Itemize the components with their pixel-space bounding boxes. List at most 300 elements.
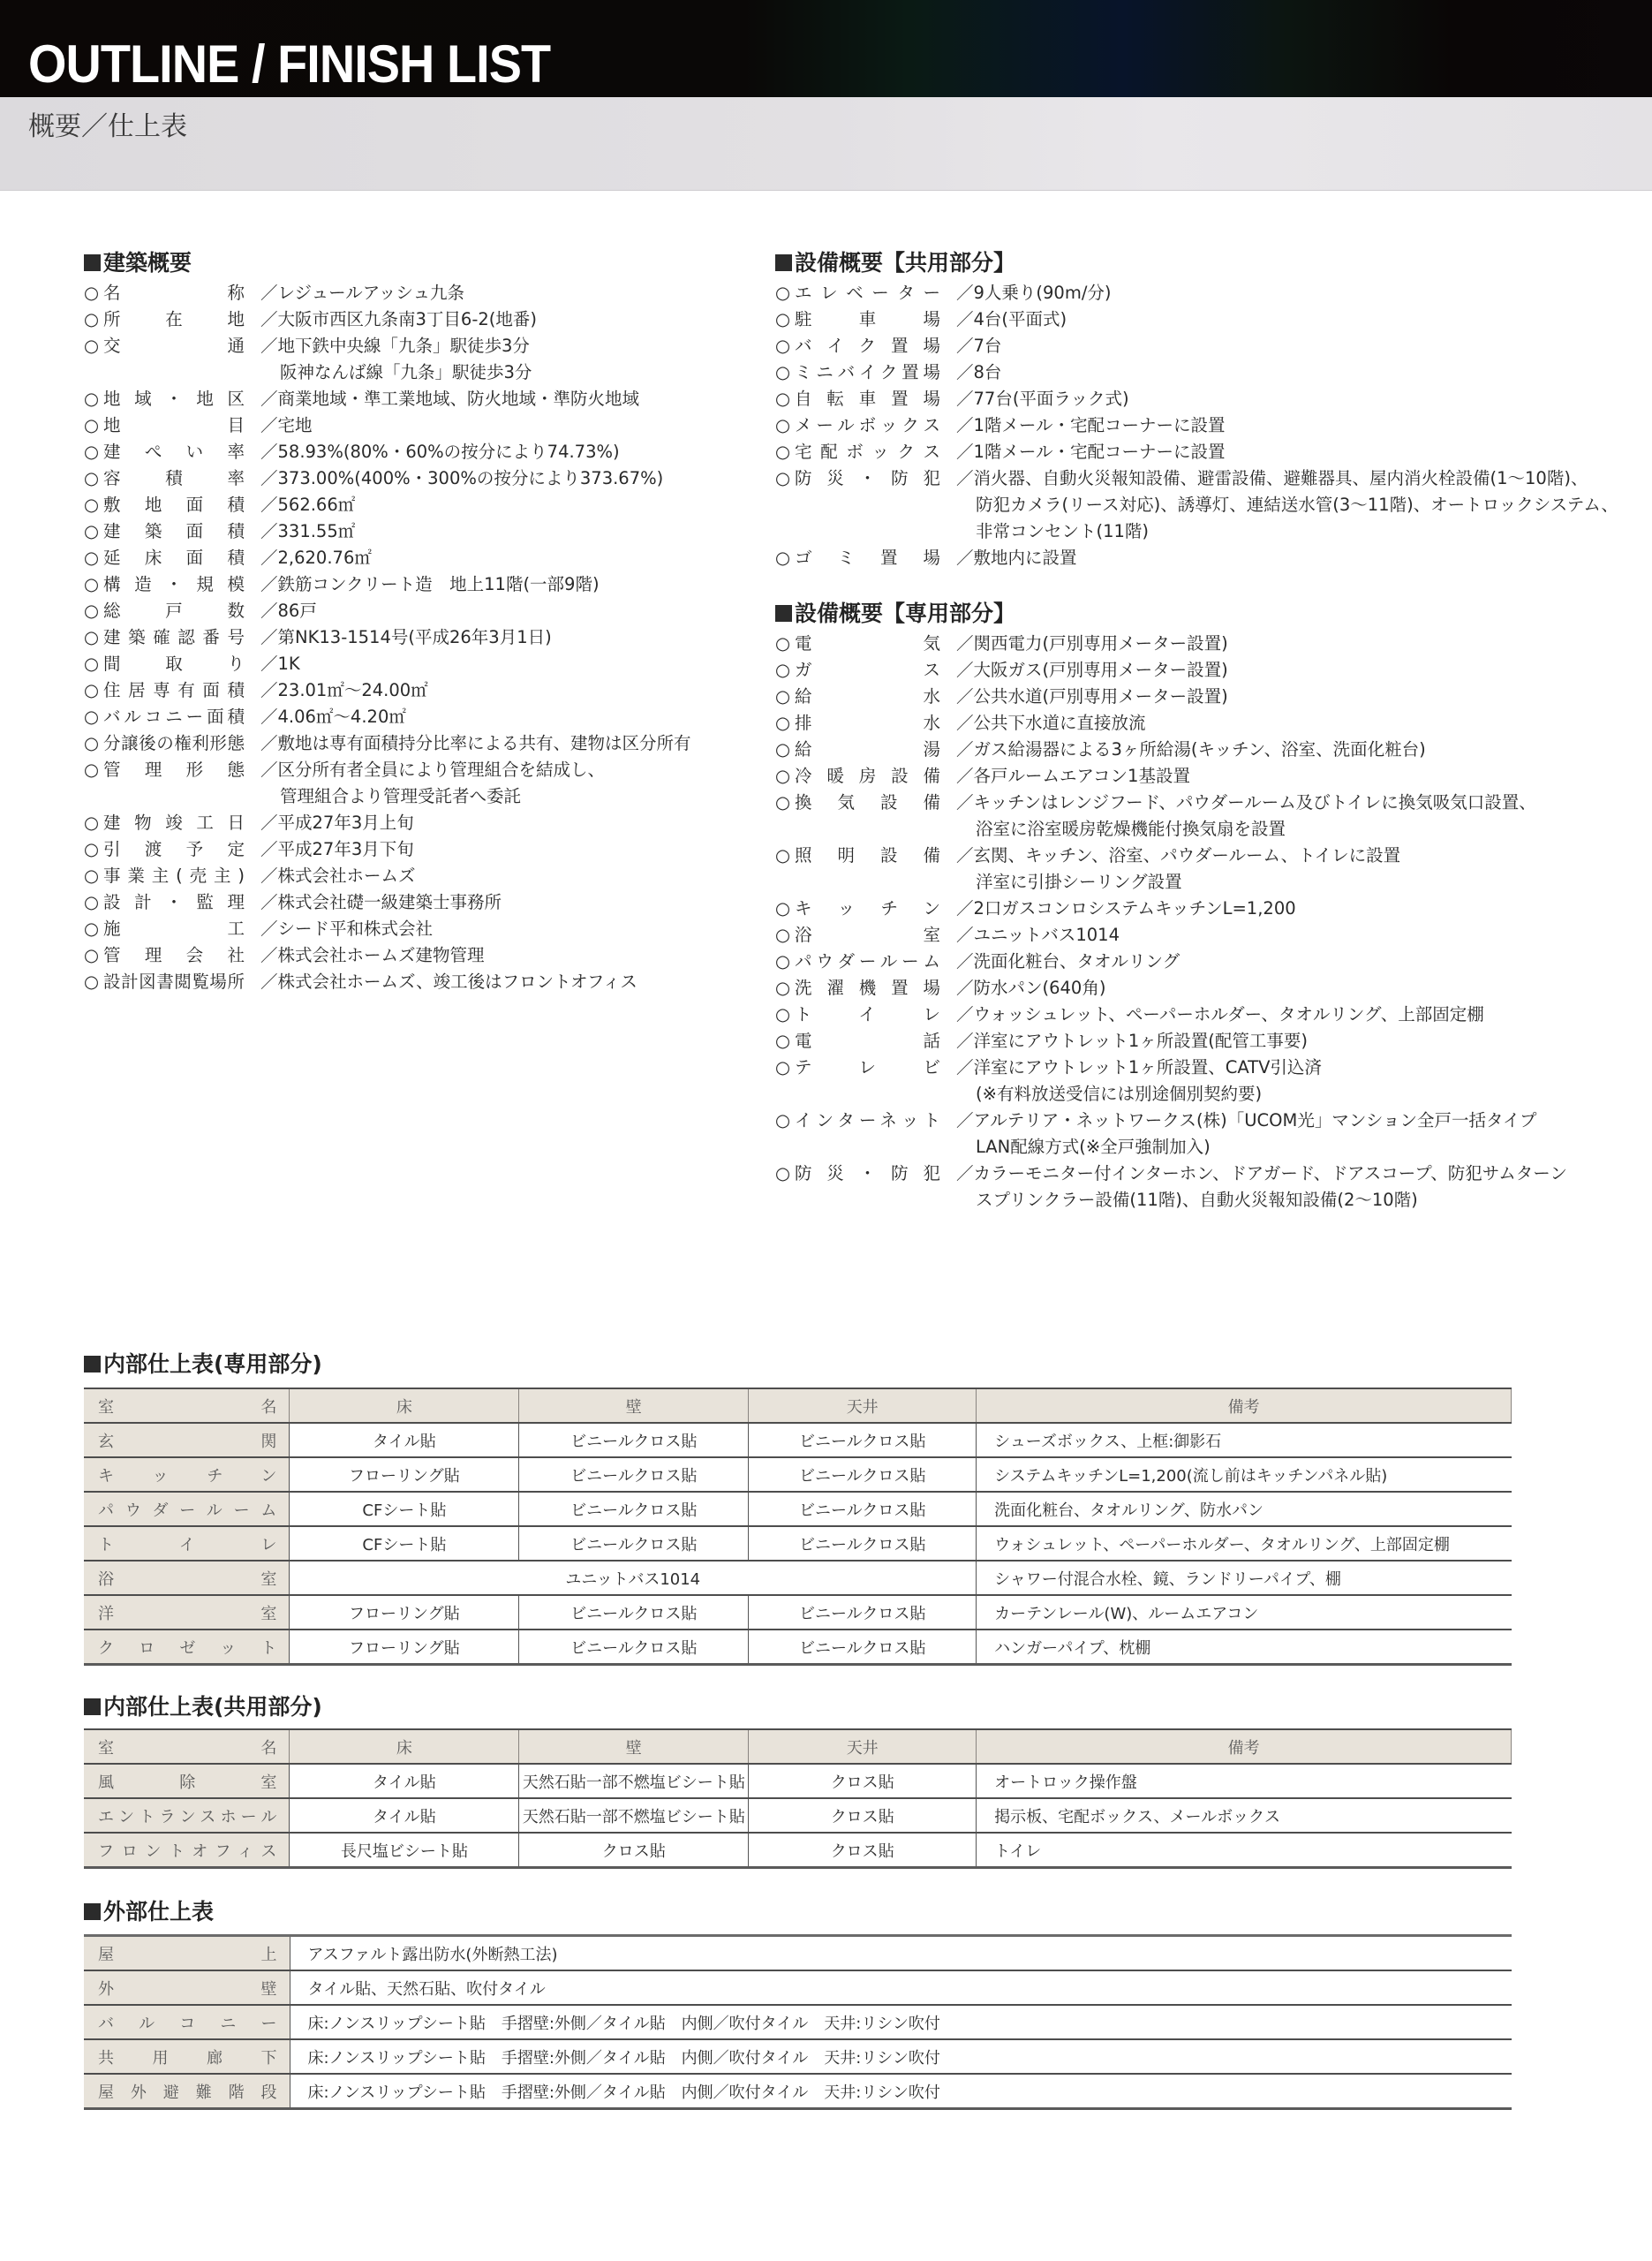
item-value: ／ 関西電力(戸別専用メーター設置) bbox=[956, 631, 1228, 657]
item-value-wrap bbox=[956, 737, 1426, 763]
list-item bbox=[775, 737, 1623, 763]
section-heading-text: 外部仕上表 bbox=[103, 1899, 215, 1924]
item-value: ／ 562.66㎡ bbox=[260, 492, 355, 518]
item-label: 総戸数 bbox=[103, 601, 245, 621]
item-value-wrap bbox=[956, 1002, 1484, 1028]
item-value-wrap bbox=[956, 280, 1112, 306]
item-value: ／ 消火器、自動火災報知設備、避雷設備、避難器具、屋内消火栓設備(1～10階)、 bbox=[956, 465, 1618, 492]
item-value: ／ 平成27年3月下旬 bbox=[260, 836, 414, 863]
circle-bullet-icon: ○ bbox=[84, 468, 100, 488]
item-value: ／ 区分所有者全員により管理組合を結成し、 bbox=[260, 757, 605, 783]
item-value-wrap bbox=[956, 975, 1105, 1002]
item-label: 事業主(売主) bbox=[103, 866, 245, 886]
wall-cell: ビニールクロス貼 bbox=[519, 1630, 749, 1665]
wall-cell: ビニールクロス貼 bbox=[519, 1457, 749, 1492]
item-label: 排水 bbox=[795, 713, 940, 733]
item-value-continued: スプリンクラー設備(11階)、自動火災報知設備(2～10階) bbox=[976, 1190, 1418, 1210]
item-label-wrap bbox=[84, 386, 260, 412]
item-label: メールボックス bbox=[795, 415, 940, 435]
circle-bullet-icon: ○ bbox=[775, 1057, 791, 1078]
list-item bbox=[775, 412, 1623, 439]
item-value-wrap bbox=[956, 333, 1001, 359]
circle-bullet-icon: ○ bbox=[84, 283, 100, 303]
circle-bullet-icon: ○ bbox=[775, 442, 791, 462]
list-item bbox=[775, 545, 1623, 571]
list-item bbox=[84, 492, 737, 518]
list-item bbox=[775, 333, 1623, 359]
item-value-wrap bbox=[956, 922, 1120, 949]
column-header: 床 bbox=[290, 1388, 519, 1423]
table-row bbox=[84, 1457, 1512, 1492]
list-item bbox=[84, 280, 737, 306]
item-label: 構造・規模 bbox=[103, 574, 245, 594]
list-item bbox=[84, 333, 737, 386]
item-label: トイレ bbox=[795, 1004, 940, 1025]
item-value: ／ ウォッシュレット、ペーパーホルダー、タオルリング、上部固定棚 bbox=[956, 1002, 1484, 1028]
floor-cell: フローリング貼 bbox=[290, 1630, 519, 1665]
item-label: ガス bbox=[795, 660, 940, 680]
item-label: 照明設備 bbox=[795, 845, 940, 866]
merged-finish-cell: ユニットバス1014 bbox=[290, 1561, 977, 1595]
circle-bullet-icon: ○ bbox=[84, 866, 100, 886]
room-name-cell: トイレ bbox=[84, 1526, 290, 1561]
circle-bullet-icon: ○ bbox=[84, 654, 100, 674]
item-label-wrap bbox=[775, 922, 956, 949]
item-label-wrap bbox=[84, 545, 260, 571]
list-item bbox=[775, 631, 1623, 657]
ceiling-cell: ビニールクロス貼 bbox=[749, 1630, 977, 1665]
column-header: 床 bbox=[290, 1729, 519, 1764]
table-row bbox=[84, 2039, 1512, 2074]
circle-bullet-icon: ○ bbox=[84, 707, 100, 727]
item-value-wrap bbox=[956, 710, 1146, 737]
item-value: ／ シード平和株式会社 bbox=[260, 916, 433, 942]
item-value: ／ 洋室にアウトレット1ヶ所設置、CATV引込済 bbox=[956, 1055, 1322, 1081]
list-item bbox=[775, 949, 1623, 975]
list-item bbox=[775, 465, 1623, 545]
room-name-cell: クロゼット bbox=[84, 1630, 290, 1665]
ceiling-cell: ビニールクロス貼 bbox=[749, 1492, 977, 1526]
list-item bbox=[775, 280, 1623, 306]
area-name-cell: 屋上 bbox=[84, 1936, 290, 1971]
list-item bbox=[84, 412, 737, 439]
item-value: ／ 各戸ルームエアコン1基設置 bbox=[956, 763, 1190, 790]
item-value: ／ 77台(平面ラック式) bbox=[956, 386, 1129, 412]
item-value: ／ 株式会社礎一級建築士事務所 bbox=[260, 889, 502, 916]
item-value-wrap bbox=[260, 465, 663, 492]
item-value-wrap bbox=[260, 916, 433, 942]
page-subtitle: 概要／仕上表 bbox=[28, 111, 187, 142]
circle-bullet-icon: ○ bbox=[775, 713, 791, 733]
note-cell: シャワー付混合水栓、鏡、ランドリーパイプ、棚 bbox=[977, 1561, 1512, 1595]
list-item bbox=[84, 730, 737, 757]
list-item bbox=[775, 790, 1623, 843]
item-value-wrap bbox=[260, 545, 372, 571]
list-item bbox=[84, 571, 737, 598]
circle-bullet-icon: ○ bbox=[775, 283, 791, 303]
wall-cell: 天然石貼一部不燃塩ビシート貼 bbox=[519, 1798, 749, 1833]
item-value: ／ 8台 bbox=[956, 359, 1001, 386]
item-value-wrap bbox=[956, 1028, 1308, 1055]
section-heading-building-outline bbox=[84, 249, 192, 277]
item-label-wrap bbox=[84, 518, 260, 545]
list-item bbox=[775, 710, 1623, 737]
item-label: 防災・防犯 bbox=[795, 468, 940, 488]
circle-bullet-icon: ○ bbox=[84, 442, 100, 462]
item-value-wrap bbox=[956, 631, 1228, 657]
ceiling-cell: ビニールクロス貼 bbox=[749, 1526, 977, 1561]
room-name-cell: 洋室 bbox=[84, 1595, 290, 1630]
item-value: ／ 公共水道(戸別専用メーター設置) bbox=[956, 684, 1228, 710]
ceiling-cell: ビニールクロス貼 bbox=[749, 1423, 977, 1457]
list-item bbox=[775, 306, 1623, 333]
item-value: ／ 1階メール・宅配コーナーに設置 bbox=[956, 439, 1226, 465]
list-item bbox=[775, 896, 1623, 922]
item-label: 引渡予定 bbox=[103, 839, 245, 859]
item-label-wrap bbox=[775, 1002, 956, 1028]
item-value-wrap bbox=[956, 412, 1226, 439]
item-label-wrap bbox=[775, 1161, 956, 1214]
list-item bbox=[775, 1108, 1623, 1161]
item-value-wrap bbox=[956, 684, 1228, 710]
list-item bbox=[84, 386, 737, 412]
list-item bbox=[84, 810, 737, 836]
item-value-wrap bbox=[260, 810, 414, 836]
item-label: 交通 bbox=[103, 336, 245, 356]
note-cell: 掲示板、宅配ボックス、メールボックス bbox=[977, 1798, 1512, 1833]
item-value: ／ レジュールアッシュ九条 bbox=[260, 280, 464, 306]
item-label: ゴミ置場 bbox=[795, 548, 940, 568]
note-cell: ハンガーパイプ、枕棚 bbox=[977, 1630, 1512, 1665]
item-value: ／ 商業地域・準工業地域、防火地域・準防火地域 bbox=[260, 386, 639, 412]
column-header: 室名 bbox=[84, 1388, 290, 1423]
item-value-wrap bbox=[260, 439, 620, 465]
list-item bbox=[84, 677, 737, 704]
item-label: 電気 bbox=[795, 633, 940, 654]
table-row bbox=[84, 1423, 1512, 1457]
item-label-wrap bbox=[84, 916, 260, 942]
item-value: ／ 鉄筋コンクリート造 地上11階(一部9階) bbox=[260, 571, 600, 598]
circle-bullet-icon: ○ bbox=[84, 680, 100, 700]
item-label: 浴室 bbox=[795, 925, 940, 945]
table-row bbox=[84, 2005, 1512, 2039]
list-item bbox=[84, 624, 737, 651]
item-value: ／ 58.93%(80%・60%の按分により74.73%) bbox=[260, 439, 620, 465]
section-heading-facilities-common bbox=[775, 249, 1015, 277]
item-label-wrap bbox=[84, 969, 260, 995]
floor-cell: タイル貼 bbox=[290, 1423, 519, 1457]
wall-cell: クロス貼 bbox=[519, 1833, 749, 1868]
item-label-wrap bbox=[84, 333, 260, 386]
item-value-wrap bbox=[260, 704, 406, 730]
square-bullet-icon bbox=[775, 605, 792, 622]
circle-bullet-icon: ○ bbox=[775, 1004, 791, 1025]
list-item bbox=[84, 889, 737, 916]
item-label-wrap bbox=[775, 1108, 956, 1161]
item-label-wrap bbox=[84, 492, 260, 518]
table-row bbox=[84, 1526, 1512, 1561]
room-name-cell: パウダールーム bbox=[84, 1492, 290, 1526]
item-label-wrap bbox=[775, 333, 956, 359]
item-label-wrap bbox=[775, 657, 956, 684]
item-label: 住居専有面積 bbox=[103, 680, 245, 700]
column-header: 備考 bbox=[977, 1388, 1512, 1423]
item-value-wrap bbox=[260, 571, 600, 598]
item-label-wrap bbox=[84, 810, 260, 836]
item-value-wrap bbox=[260, 677, 428, 704]
section-heading-interior-private bbox=[84, 1350, 322, 1379]
item-label-wrap bbox=[84, 465, 260, 492]
item-label: バルコニー面積 bbox=[103, 707, 245, 727]
list-item bbox=[84, 757, 737, 810]
item-label: 宅配ボックス bbox=[795, 442, 940, 462]
item-value-wrap bbox=[260, 836, 414, 863]
list-item bbox=[775, 657, 1623, 684]
item-value: ／ 防水パン(640角) bbox=[956, 975, 1105, 1002]
item-label: 名称 bbox=[103, 283, 245, 303]
item-value: ／ 株式会社ホームズ、竣工後はフロントオフィス bbox=[260, 969, 637, 995]
floor-cell: タイル貼 bbox=[290, 1798, 519, 1833]
item-value: ／ 86戸 bbox=[260, 598, 317, 624]
table-row bbox=[84, 2074, 1512, 2109]
table-row bbox=[84, 1630, 1512, 1665]
table-row bbox=[84, 1764, 1512, 1798]
list-item bbox=[775, 922, 1623, 949]
item-value: ／ カラーモニター付インターホン、ドアガード、ドアスコープ、防犯サムターン bbox=[956, 1161, 1567, 1187]
item-value-continued: (※有料放送受信には別途個別契約要) bbox=[976, 1084, 1263, 1104]
item-label: 自転車置場 bbox=[795, 389, 940, 409]
item-value-wrap bbox=[260, 280, 464, 306]
wall-cell: 天然石貼一部不燃塩ビシート貼 bbox=[519, 1764, 749, 1798]
item-value: ／ ユニットバス1014 bbox=[956, 922, 1120, 949]
item-label-wrap bbox=[775, 465, 956, 545]
item-label-wrap bbox=[775, 412, 956, 439]
item-value: ／ 第NK13-1514号(平成26年3月1日) bbox=[260, 624, 552, 651]
facilities-common-list bbox=[775, 280, 1623, 571]
list-item bbox=[775, 843, 1623, 896]
item-value: ／ 23.01㎡～24.00㎡ bbox=[260, 677, 428, 704]
item-value-wrap bbox=[260, 333, 532, 386]
circle-bullet-icon: ○ bbox=[84, 389, 100, 409]
section-heading-interior-common bbox=[84, 1693, 322, 1721]
circle-bullet-icon: ○ bbox=[84, 415, 100, 435]
item-label: 敷地面積 bbox=[103, 495, 245, 515]
item-label: 管理形態 bbox=[103, 760, 245, 780]
item-label: 建ぺい率 bbox=[103, 442, 245, 462]
square-bullet-icon bbox=[775, 254, 792, 271]
item-value: ／ 株式会社ホームズ建物管理 bbox=[260, 942, 485, 969]
item-value-wrap bbox=[956, 763, 1190, 790]
item-label-wrap bbox=[84, 889, 260, 916]
item-value: ／ ガス給湯器による3ヶ所給湯(キッチン、浴室、洗面化粧台) bbox=[956, 737, 1426, 763]
item-value-wrap bbox=[956, 439, 1226, 465]
table-row bbox=[84, 1833, 1512, 1868]
square-bullet-icon bbox=[84, 1698, 101, 1715]
table-row bbox=[84, 1595, 1512, 1630]
item-value-wrap bbox=[260, 306, 537, 333]
ceiling-cell: ビニールクロス貼 bbox=[749, 1595, 977, 1630]
item-value: ／ 1階メール・宅配コーナーに設置 bbox=[956, 412, 1226, 439]
room-name-cell: フロントオフィス bbox=[84, 1833, 290, 1868]
table-header-row bbox=[84, 1388, 1512, 1423]
item-label-wrap bbox=[84, 942, 260, 969]
area-name-cell: 外壁 bbox=[84, 1970, 290, 2005]
column-header: 天井 bbox=[749, 1388, 977, 1423]
square-bullet-icon bbox=[84, 1356, 101, 1372]
table-row bbox=[84, 1561, 1512, 1595]
item-label: 延床面積 bbox=[103, 548, 245, 568]
interior-common-table bbox=[84, 1728, 1512, 1869]
item-label: 設計・監理 bbox=[103, 892, 245, 912]
exterior-table bbox=[84, 1934, 1512, 2110]
item-value-wrap bbox=[956, 1161, 1567, 1214]
circle-bullet-icon: ○ bbox=[775, 686, 791, 707]
circle-bullet-icon: ○ bbox=[775, 1163, 791, 1183]
circle-bullet-icon: ○ bbox=[775, 845, 791, 866]
item-label: インターネット bbox=[795, 1110, 940, 1130]
circle-bullet-icon: ○ bbox=[775, 389, 791, 409]
item-label-wrap bbox=[775, 439, 956, 465]
item-value-wrap bbox=[260, 889, 502, 916]
ceiling-cell: クロス貼 bbox=[749, 1798, 977, 1833]
item-label-wrap bbox=[84, 704, 260, 730]
item-label: ミニバイク置場 bbox=[795, 362, 940, 382]
item-value: ／ キッチンはレンジフード、パウダールーム及びトイレに換気吸気口設置、 bbox=[956, 790, 1536, 816]
list-item bbox=[84, 704, 737, 730]
item-value: ／ アルテリア・ネットワークス(株)「UCOM光」マンション全戸一括タイプ bbox=[956, 1108, 1536, 1134]
spec-cell: アスファルト露出防水(外断熱工法) bbox=[290, 1936, 1512, 1971]
item-label-wrap bbox=[775, 386, 956, 412]
item-label-wrap bbox=[84, 280, 260, 306]
item-label: バイク置場 bbox=[795, 336, 940, 356]
facilities-private-list bbox=[775, 631, 1623, 1214]
list-item bbox=[84, 439, 737, 465]
item-value-wrap bbox=[260, 518, 355, 545]
item-label-wrap bbox=[84, 730, 260, 757]
item-value: ／ 公共下水道に直接放流 bbox=[956, 710, 1146, 737]
list-item bbox=[84, 836, 737, 863]
list-item bbox=[84, 863, 737, 889]
wall-cell: ビニールクロス貼 bbox=[519, 1492, 749, 1526]
circle-bullet-icon: ○ bbox=[84, 733, 100, 753]
item-label-wrap bbox=[775, 631, 956, 657]
item-label-wrap bbox=[84, 651, 260, 677]
item-label: 建築確認番号 bbox=[103, 627, 245, 647]
ceiling-cell: クロス貼 bbox=[749, 1833, 977, 1868]
item-value: ／ 宅地 bbox=[260, 412, 313, 439]
item-value: ／ 331.55㎡ bbox=[260, 518, 355, 545]
wall-cell: ビニールクロス貼 bbox=[519, 1423, 749, 1457]
spec-cell: タイル貼、天然石貼、吹付タイル bbox=[290, 1970, 1512, 2005]
item-value-wrap bbox=[260, 730, 691, 757]
item-value-wrap bbox=[956, 1055, 1322, 1108]
table-row bbox=[84, 1970, 1512, 2005]
item-value-wrap bbox=[260, 651, 300, 677]
item-label: 電話 bbox=[795, 1031, 940, 1051]
floor-cell: フローリング貼 bbox=[290, 1595, 519, 1630]
list-item bbox=[84, 651, 737, 677]
section-heading-exterior bbox=[84, 1898, 214, 1926]
circle-bullet-icon: ○ bbox=[84, 548, 100, 568]
list-item bbox=[84, 545, 737, 571]
list-item bbox=[775, 1055, 1623, 1108]
circle-bullet-icon: ○ bbox=[775, 415, 791, 435]
item-value: ／ 9人乗り(90m/分) bbox=[956, 280, 1112, 306]
item-value-continued: 防犯カメラ(リース対応)、誘導灯、連結送水管(3～11階)、オートロックシステム、 bbox=[976, 495, 1618, 515]
room-name-cell: 風除室 bbox=[84, 1764, 290, 1798]
subheader-band bbox=[0, 97, 1652, 191]
item-label: 給水 bbox=[795, 686, 940, 707]
list-item bbox=[84, 942, 737, 969]
item-label-wrap bbox=[84, 757, 260, 810]
building-outline-list bbox=[84, 280, 737, 995]
circle-bullet-icon: ○ bbox=[84, 336, 100, 356]
spec-cell: 床:ノンスリップシート貼 手摺壁:外側／タイル貼 内側／吹付タイル 天井:リシン吹付 bbox=[290, 2039, 1512, 2074]
item-value-wrap bbox=[956, 545, 1077, 571]
item-value: ／ 2口ガスコンロシステムキッチンL=1,200 bbox=[956, 896, 1296, 922]
circle-bullet-icon: ○ bbox=[775, 792, 791, 813]
item-label: 冷暖房設備 bbox=[795, 766, 940, 786]
list-item bbox=[775, 684, 1623, 710]
circle-bullet-icon: ○ bbox=[775, 766, 791, 786]
circle-bullet-icon: ○ bbox=[84, 760, 100, 780]
room-name-cell: 玄関 bbox=[84, 1423, 290, 1457]
circle-bullet-icon: ○ bbox=[775, 362, 791, 382]
list-item bbox=[84, 916, 737, 942]
table-header-row bbox=[84, 1729, 1512, 1764]
item-value: ／ 大阪ガス(戸別専用メーター設置) bbox=[956, 657, 1228, 684]
item-label-wrap bbox=[775, 306, 956, 333]
item-label: 管理会社 bbox=[103, 945, 245, 965]
room-name-cell: エントランスホール bbox=[84, 1798, 290, 1833]
room-name-cell: 浴室 bbox=[84, 1561, 290, 1595]
item-label: 駐車場 bbox=[795, 309, 940, 329]
item-value-continued: 管理組合より管理受託者へ委託 bbox=[280, 786, 522, 806]
section-heading-facilities-private bbox=[775, 600, 1015, 628]
floor-cell: CFシート貼 bbox=[290, 1492, 519, 1526]
item-value-wrap bbox=[260, 969, 637, 995]
item-label: エレベーター bbox=[795, 283, 940, 303]
item-label-wrap bbox=[775, 975, 956, 1002]
item-value-wrap bbox=[956, 306, 1067, 333]
item-value-wrap bbox=[956, 896, 1296, 922]
item-value-wrap bbox=[956, 657, 1228, 684]
item-value: ／ 株式会社ホームズ bbox=[260, 863, 416, 889]
item-value: ／ 洗面化粧台、タオルリング bbox=[956, 949, 1180, 975]
spec-cell: 床:ノンスリップシート貼 手摺壁:外側／タイル貼 内側／吹付タイル 天井:リシン吹付 bbox=[290, 2005, 1512, 2039]
item-label-wrap bbox=[84, 439, 260, 465]
item-label-wrap bbox=[84, 571, 260, 598]
list-item bbox=[775, 975, 1623, 1002]
item-value-continued: 阪神なんば線「九条」駅徒歩3分 bbox=[280, 362, 532, 382]
circle-bullet-icon: ○ bbox=[775, 633, 791, 654]
item-value-wrap bbox=[260, 412, 313, 439]
section-heading-text: 設備概要【専用部分】 bbox=[795, 601, 1016, 626]
table-row bbox=[84, 1798, 1512, 1833]
area-name-cell: 屋外避難階段 bbox=[84, 2074, 290, 2109]
item-value: ／ 平成27年3月上旬 bbox=[260, 810, 414, 836]
circle-bullet-icon: ○ bbox=[775, 548, 791, 568]
item-label-wrap bbox=[775, 710, 956, 737]
item-label: 所在地 bbox=[103, 309, 245, 329]
ceiling-cell: クロス貼 bbox=[749, 1764, 977, 1798]
item-label-wrap bbox=[84, 598, 260, 624]
item-value-wrap bbox=[956, 843, 1400, 896]
item-label-wrap bbox=[84, 863, 260, 889]
item-value: ／ 洋室にアウトレット1ヶ所設置(配管工事要) bbox=[956, 1028, 1308, 1055]
list-item bbox=[775, 359, 1623, 386]
item-label: 施工 bbox=[103, 919, 245, 939]
